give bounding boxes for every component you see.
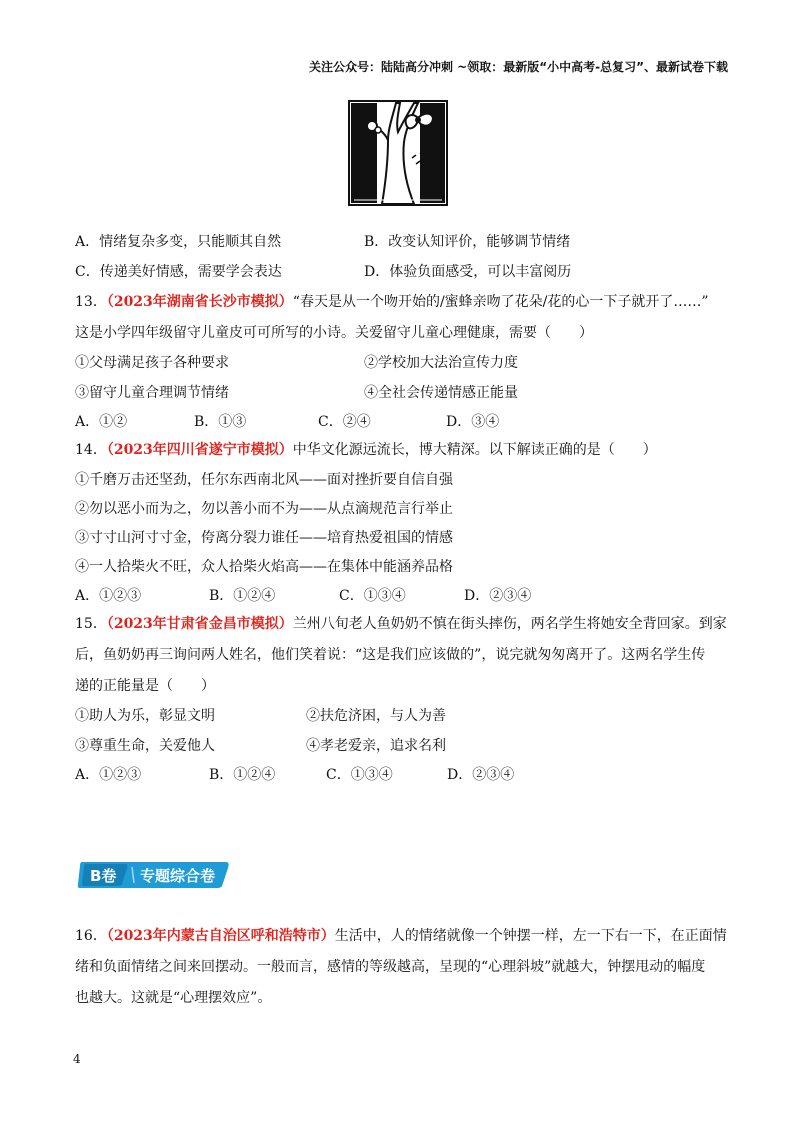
q12-option-c: C．传递美好情感，需要学会表达 [75,264,282,280]
q15-stem-line3: 递的正能量是（ ） [75,678,215,694]
q15-item-3: ③尊重生命，关爱他人 [75,738,215,754]
q14-item-3: ③寸寸山河寸寸金，侉离分裂力谁任——培育热爱祖国的情感 [75,530,453,546]
tree-cartoon-image [348,100,448,206]
section-banner [76,860,232,890]
q14-choice-c: C．①③④ [339,588,406,604]
question-number: 15． [75,616,107,632]
q13-item-1: ①父母满足孩子各种要求 [75,355,229,371]
q12-option-d: D．体验负面感受，可以丰富阅历 [364,264,572,280]
question-number: 16． [75,928,107,944]
question-text: “春天是从一个吻开始的/蜜蜂亲吻了花朵/花的心一下子就开了……” [292,294,709,310]
q13-choice-d: D．③④ [446,414,500,430]
q15-item-1: ①助人为乐，彰显文明 [75,708,215,724]
q15-choice-a: A．①②③ [75,767,142,783]
question-number: 13． [75,294,107,310]
page-number: 4 [73,1052,81,1066]
q16-stem-line2: 绪和负面情绪之间来回摆动。一般而言，感情的等级越高，呈现的“心理斜坡”就越大，钟摆甩动的幅度 [75,959,706,975]
q16-stem-line3: 也越大。这就是“心理摆效应”。 [75,990,272,1006]
q15-item-2: ②扶危济困，与人为善 [306,708,446,724]
question-source: （2023年甘肃省金昌市模拟） [106,616,293,632]
question-text: 兰州八旬老人鱼奶奶不慎在街头摔伤，两名学生将她安全背回家。到家 [292,616,727,632]
q14-choice-a: A．①②③ [75,588,142,604]
q13-stem-line2: 这是小学四年级留守儿童皮可可所写的小诗。关爱留守儿童心理健康，需要（ ） [75,325,593,341]
q14-item-2: ②勿以恶小而为之，勿以善小而不为——从点滴规范言行举止 [75,501,453,517]
question-source: （2023年湖南省长沙市模拟） [106,294,293,310]
q13-choice-a: A．①② [75,414,128,430]
question-text: 生活中，人的情绪就像一个钟摆一样，左一下右一下，在正面情 [334,928,727,944]
q15-stem-line2: 后，鱼奶奶再三询问两人姓名，他们笑着说：“这是我们应该做的”，说完就匆匆离开了。这两名学生传 [75,647,706,663]
question-text: 中华文化源远流长，博大精深。以下解读正确的是（ ） [292,442,657,458]
q14-item-4: ④一人拾柴火不旺，众人拾柴火焰高——在集体中能涵养品格 [75,559,453,575]
question-number: 14． [75,442,107,458]
q14-item-1: ①千磨万击还坚劲，任尔东西南北风——面对挫折要自信自强 [75,472,453,488]
q15-choice-d: D．②③④ [447,767,515,783]
q15-item-4: ④孝老爱亲，追求名利 [306,738,446,754]
banner-label: B卷 [90,867,117,885]
question-source: （2023年四川省遂宁市模拟） [106,442,293,458]
q12-option-a: A．情绪复杂多变，只能顺其自然 [75,234,282,250]
q13-item-4: ④全社会传递情感正能量 [364,385,518,401]
q13-stem [75,292,709,312]
q15-stem [75,614,727,634]
q13-item-3: ③留守儿童合理调节情绪 [75,385,229,401]
q15-choice-c: C．①③④ [326,767,393,783]
question-source: （2023年内蒙古自治区呼和浩特市） [106,928,335,944]
q12-option-b: B．改变认知评价，能够调节情绪 [364,234,571,250]
page-header: 关注公众号：陆陆高分冲刺 ~领取：最新版“小中高考-总复习”、最新试卷下载 [309,60,728,74]
q14-stem [75,440,657,460]
banner-title: 专题综合卷 [140,867,216,885]
q16-stem [75,926,727,946]
q14-choice-b: B．①②④ [209,588,276,604]
q13-choice-c: C．②④ [318,414,371,430]
q13-choice-b: B．①③ [194,414,247,430]
q14-choice-d: D．②③④ [464,588,532,604]
q13-item-2: ②学校加大法治宣传力度 [364,355,518,371]
q15-choice-b: B．①②④ [209,767,276,783]
